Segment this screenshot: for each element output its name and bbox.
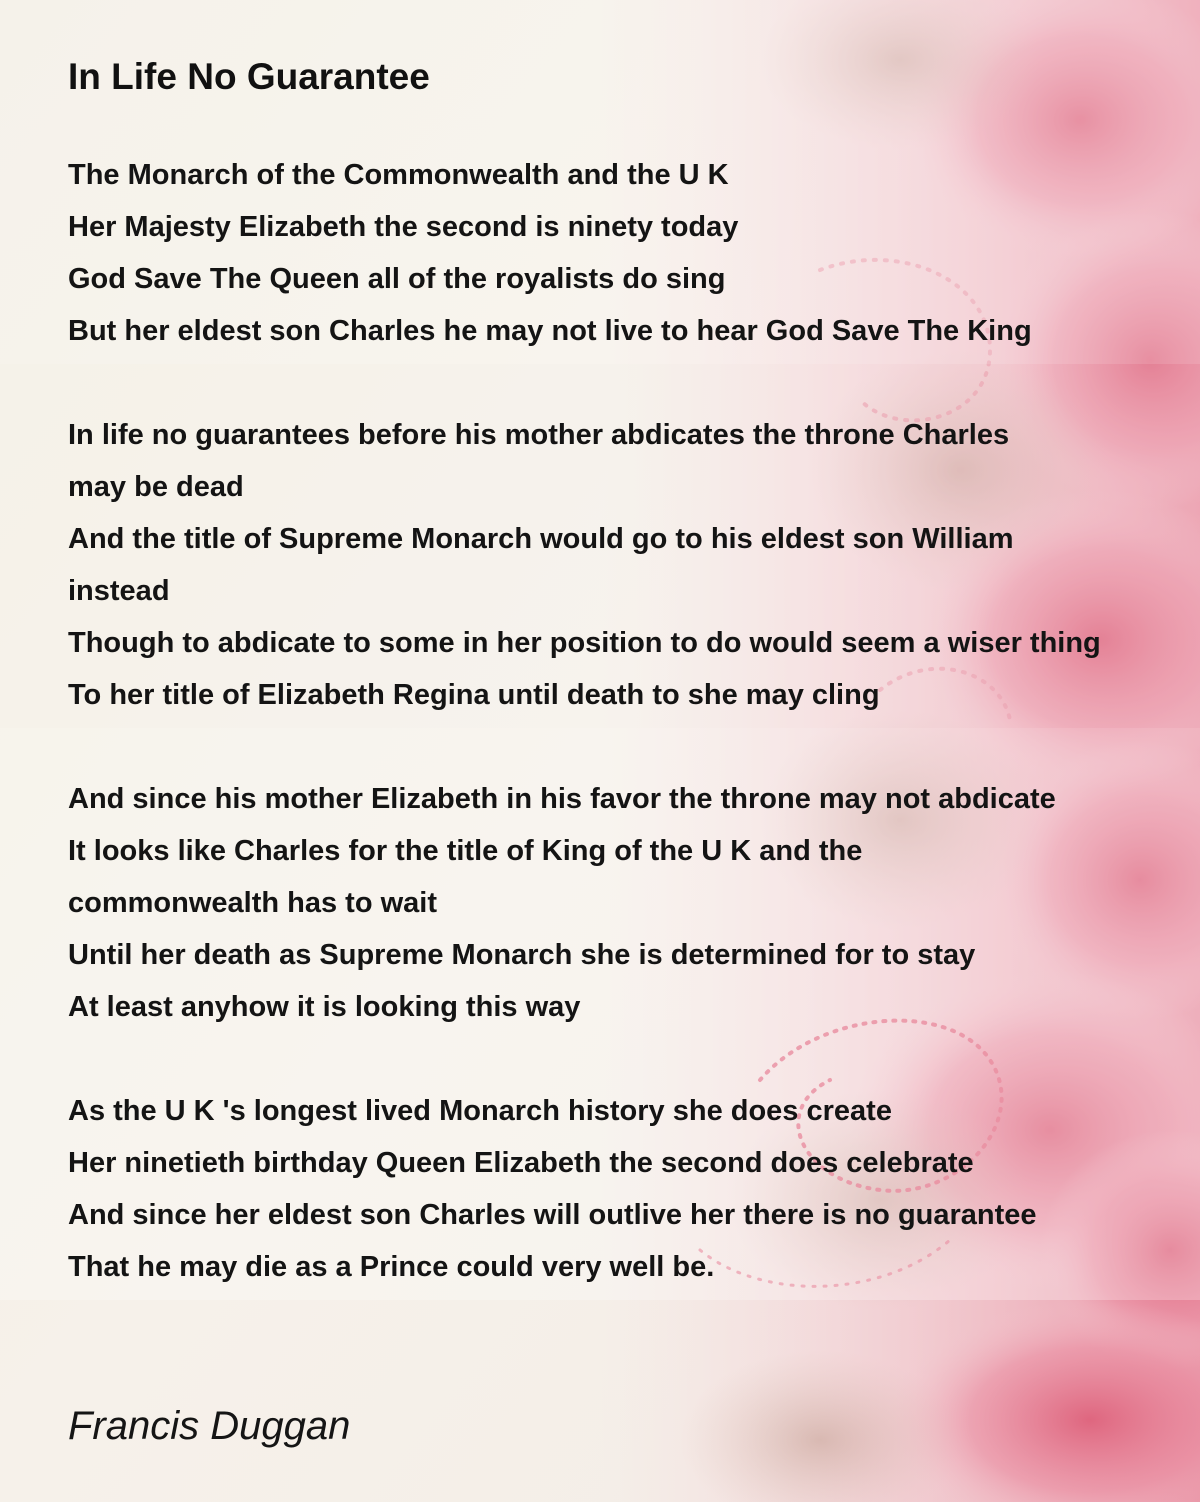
poem-line: To her title of Elizabeth Regina until death to she may cling [68, 679, 880, 711]
poem-line: Her ninetieth birthday Queen Elizabeth the second does celebrate [68, 1147, 974, 1179]
poem-title: In Life No Guarantee [68, 56, 430, 97]
poem-line: Though to abdicate to some in her position to do would seem a wiser thing [68, 627, 1101, 659]
poem-line: As the U K 's longest lived Monarch history she does create [68, 1095, 892, 1127]
poem-line: God Save The Queen all of the royalists do sing [68, 263, 726, 295]
poem-line: That he may die as a Prince could very well be. [68, 1251, 715, 1283]
poem-line: And since her eldest son Charles will outlive her there is no guarantee [68, 1199, 1037, 1231]
poem-line: At least anyhow it is looking this way [68, 991, 581, 1023]
poem-line: Her Majesty Elizabeth the second is ninety today [68, 211, 739, 243]
poem-line: Until her death as Supreme Monarch she is determined for to stay [68, 939, 976, 971]
poem-line: In life no guarantees before his mother abdicates the throne Charles [68, 419, 1010, 451]
stanza-break [68, 357, 1200, 409]
author-name: Francis Duggan [68, 1404, 351, 1448]
poem-line: may be dead [68, 471, 244, 503]
poem-body [68, 149, 1200, 1293]
poem-line: But her eldest son Charles he may not live to hear God Save The King [68, 315, 1032, 347]
poem-line: The Monarch of the Commonwealth and the U K [68, 159, 729, 191]
poem-line: commonwealth has to wait [68, 887, 437, 919]
stanza-break [68, 721, 1200, 773]
poem-line: And since his mother Elizabeth in his favor the throne may not abdicate [68, 783, 1056, 815]
poem-line: instead [68, 575, 170, 607]
poem-line: It looks like Charles for the title of King of the U K and the [68, 835, 863, 867]
poem-line: And the title of Supreme Monarch would go to his eldest son William [68, 523, 1014, 555]
stanza-break [68, 1033, 1200, 1085]
